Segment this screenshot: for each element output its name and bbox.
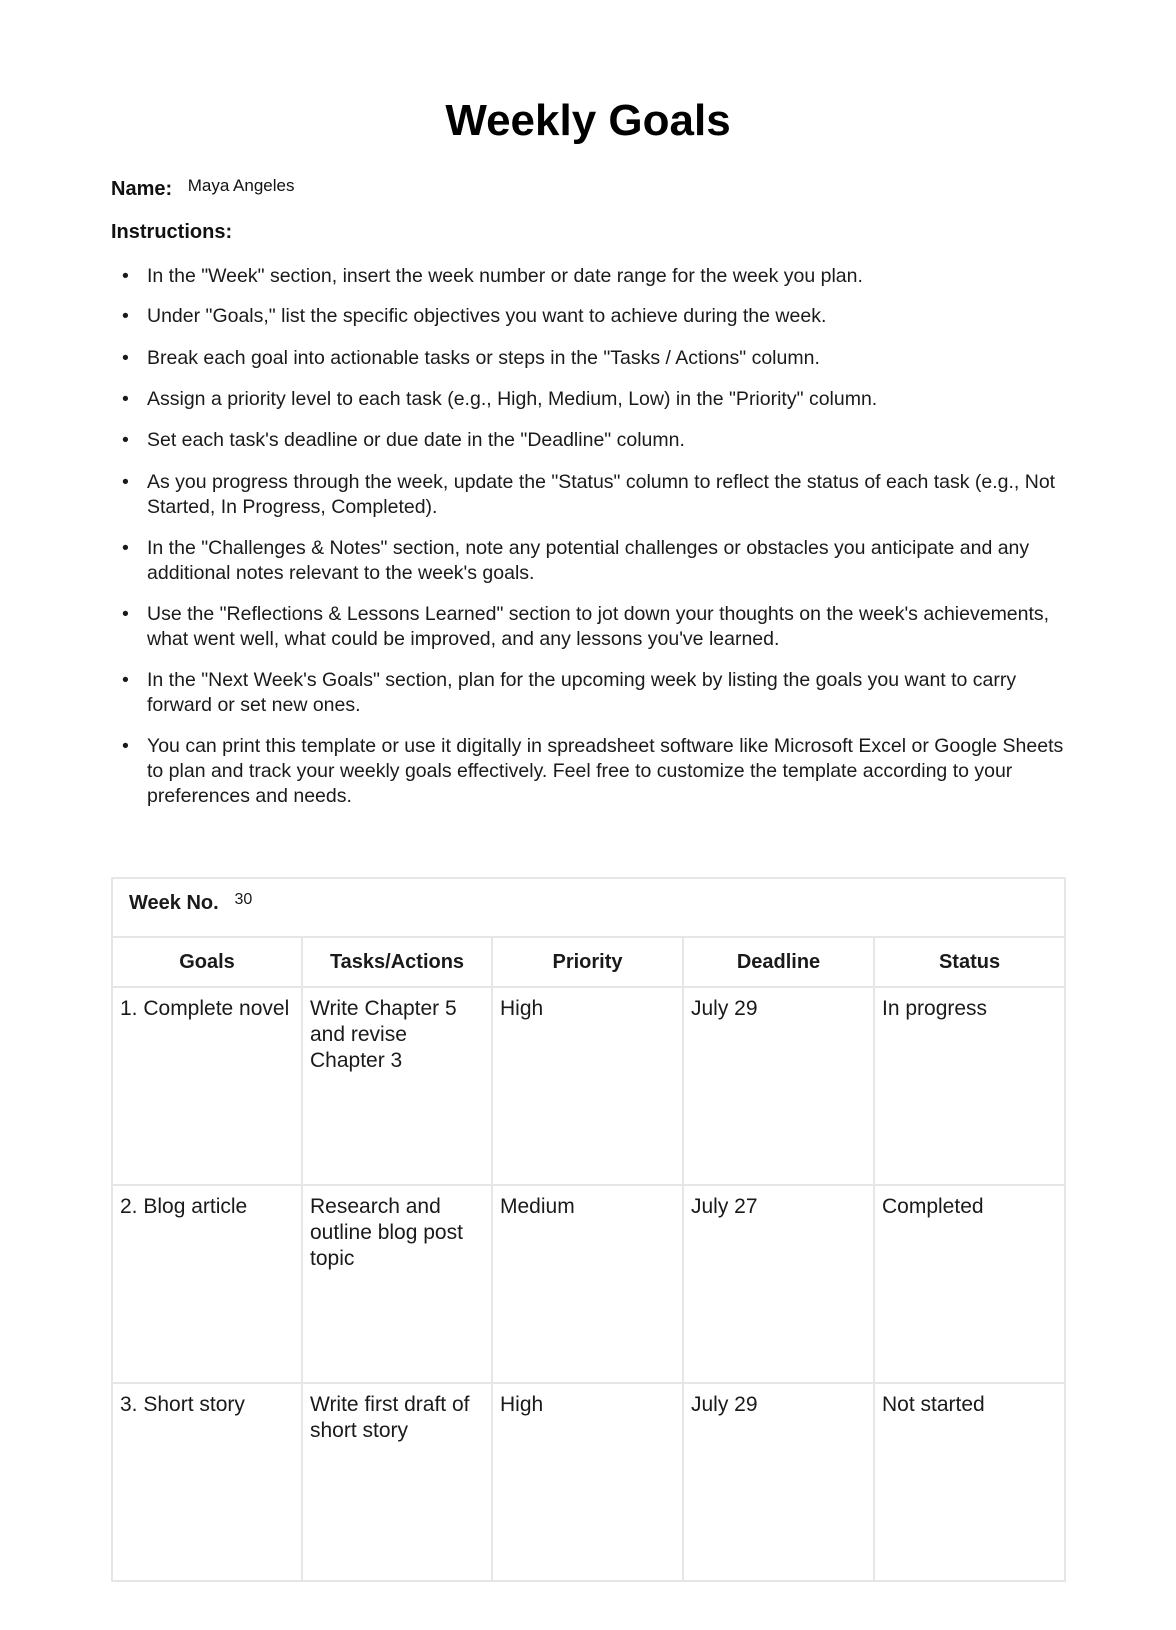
instructions-list [111,264,1071,809]
name-value: Maya Angeles [187,176,295,195]
instruction-item: • You can print this template or use it digitally in spreadsheet software like Microsoft Excel or Google Sheets to plan and track your weekly goals effectively. Feel free to customize the template according to your preferences and needs. [111,734,1071,809]
name-row [111,178,295,201]
instruction-item: • In the "Challenges & Notes" section, note any potential challenges or obstacles you anticipate and any additional notes relevant to the week's goals. [111,536,1071,586]
priority-cell: Medium [492,1185,683,1383]
header-goals: Goals [112,937,302,987]
header-tasks-actions: Tasks/Actions [302,937,492,987]
week-cell [112,878,1065,937]
status-cell: Completed [874,1185,1065,1383]
instruction-item: • Assign a priority level to each task (e.g., High, Medium, Low) in the "Priority" column. [111,387,1071,412]
instruction-item: • As you progress through the week, update the "Status" column to reflect the status of each task (e.g., Not Started, In Progress, Completed). [111,470,1071,520]
table-row [112,1383,1065,1581]
instruction-item: • In the "Week" section, insert the week number or date range for the week you plan. [111,264,1071,289]
priority-cell: High [492,1383,683,1581]
goal-cell: 3. Short story [112,1383,302,1581]
week-value: 30 [234,891,253,908]
instruction-item: • In the "Next Week's Goals" section, plan for the upcoming week by listing the goals you want to carry forward or set new ones. [111,668,1071,718]
status-cell: In progress [874,987,1065,1185]
task-cell: Research and outline blog post topic [302,1185,492,1383]
weekly-goals-table [111,877,1066,1582]
header-row [112,937,1065,987]
page-title: Weekly Goals [445,96,731,145]
week-row [112,878,1065,937]
header-priority: Priority [492,937,683,987]
instruction-item: • Set each task's deadline or due date in the "Deadline" column. [111,428,1071,453]
instruction-item: • Use the "Reflections & Lessons Learned" section to jot down your thoughts on the week's achievements, what went well, what could be improved, and any lessons you've learned. [111,602,1071,652]
goal-cell: 2. Blog article [112,1185,302,1383]
status-cell: Not started [874,1383,1065,1581]
priority-cell: High [492,987,683,1185]
instruction-item: • Break each goal into actionable tasks or steps in the "Tasks / Actions" column. [111,346,1071,371]
instruction-item: • Under "Goals," list the specific objectives you want to achieve during the week. [111,304,1071,329]
table-row [112,1185,1065,1383]
deadline-cell: July 29 [683,987,874,1185]
name-label: Name: [111,178,173,200]
table-row [112,987,1065,1185]
header-status: Status [874,937,1065,987]
header-deadline: Deadline [683,937,874,987]
task-cell: Write first draft of short story [302,1383,492,1581]
deadline-cell: July 27 [683,1185,874,1383]
week-label: Week No. [129,892,219,914]
goal-cell: 1. Complete novel [112,987,302,1185]
deadline-cell: July 29 [683,1383,874,1581]
task-cell: Write Chapter 5 and revise Chapter 3 [302,987,492,1185]
instructions-heading: Instructions: [111,221,233,243]
